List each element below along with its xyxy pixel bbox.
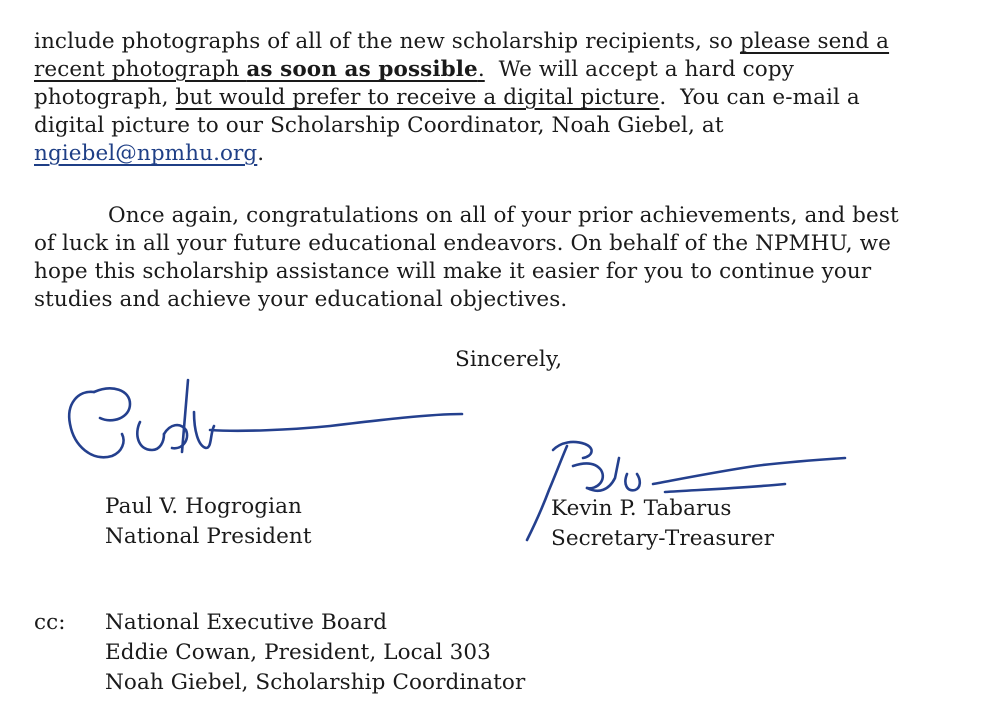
text-run: . [257, 141, 265, 166]
signer-title: Secretary-Treasurer [551, 526, 775, 551]
paragraph-line [34, 140, 984, 168]
paragraph-line: hope this scholarship assistance will make it easier for you to continue your [34, 259, 872, 284]
paragraph-line [34, 56, 984, 84]
paragraph-line: Once again, congratulations on all of your prior achievements, and best [108, 203, 899, 228]
paragraph-line [34, 84, 984, 112]
text-run: . You can e-mail a [659, 85, 860, 110]
paragraph-line: of luck in all your future educational endeavors. On behalf of the NPMHU, we [34, 231, 891, 256]
underlined-text: but would prefer to receive a digital picture [175, 85, 660, 110]
cc-recipient: Noah Giebel, Scholarship Coordinator [105, 670, 526, 695]
congratulations-paragraph [34, 202, 984, 314]
cc-recipient: Eddie Cowan, President, Local 303 [105, 640, 491, 665]
bold-underlined-text: as soon as possible [246, 57, 478, 82]
president-signature [60, 370, 470, 470]
signer-block-secretary [551, 494, 774, 554]
text-run: include photographs of all of the new scholarship recipients, so [34, 29, 740, 54]
underlined-text: recent photograph [34, 57, 247, 82]
signer-name: Paul V. Hogrogian [105, 494, 302, 519]
cc-recipient: National Executive Board [105, 610, 388, 635]
closing-salutation: Sincerely, [455, 347, 563, 372]
text-run: photograph, [34, 85, 176, 110]
underlined-text: please send a [739, 29, 890, 54]
signer-block-president [105, 492, 312, 552]
signer-name: Kevin P. Tabarus [551, 496, 732, 521]
paragraph-line: digital picture to our Scholarship Coordinator, Noah Giebel, at [34, 113, 724, 138]
cc-recipient-list [105, 608, 525, 698]
text-run: We will accept a hard copy [484, 57, 794, 82]
paragraph-line: studies and achieve your educational objectives. [34, 287, 568, 312]
underlined-text: . [477, 57, 485, 82]
photo-request-paragraph [34, 28, 984, 168]
signer-title: National President [105, 524, 312, 549]
cc-label: cc: [34, 610, 66, 635]
paragraph-line [34, 28, 984, 56]
email-link[interactable]: ngiebel@npmhu.org [34, 141, 258, 166]
